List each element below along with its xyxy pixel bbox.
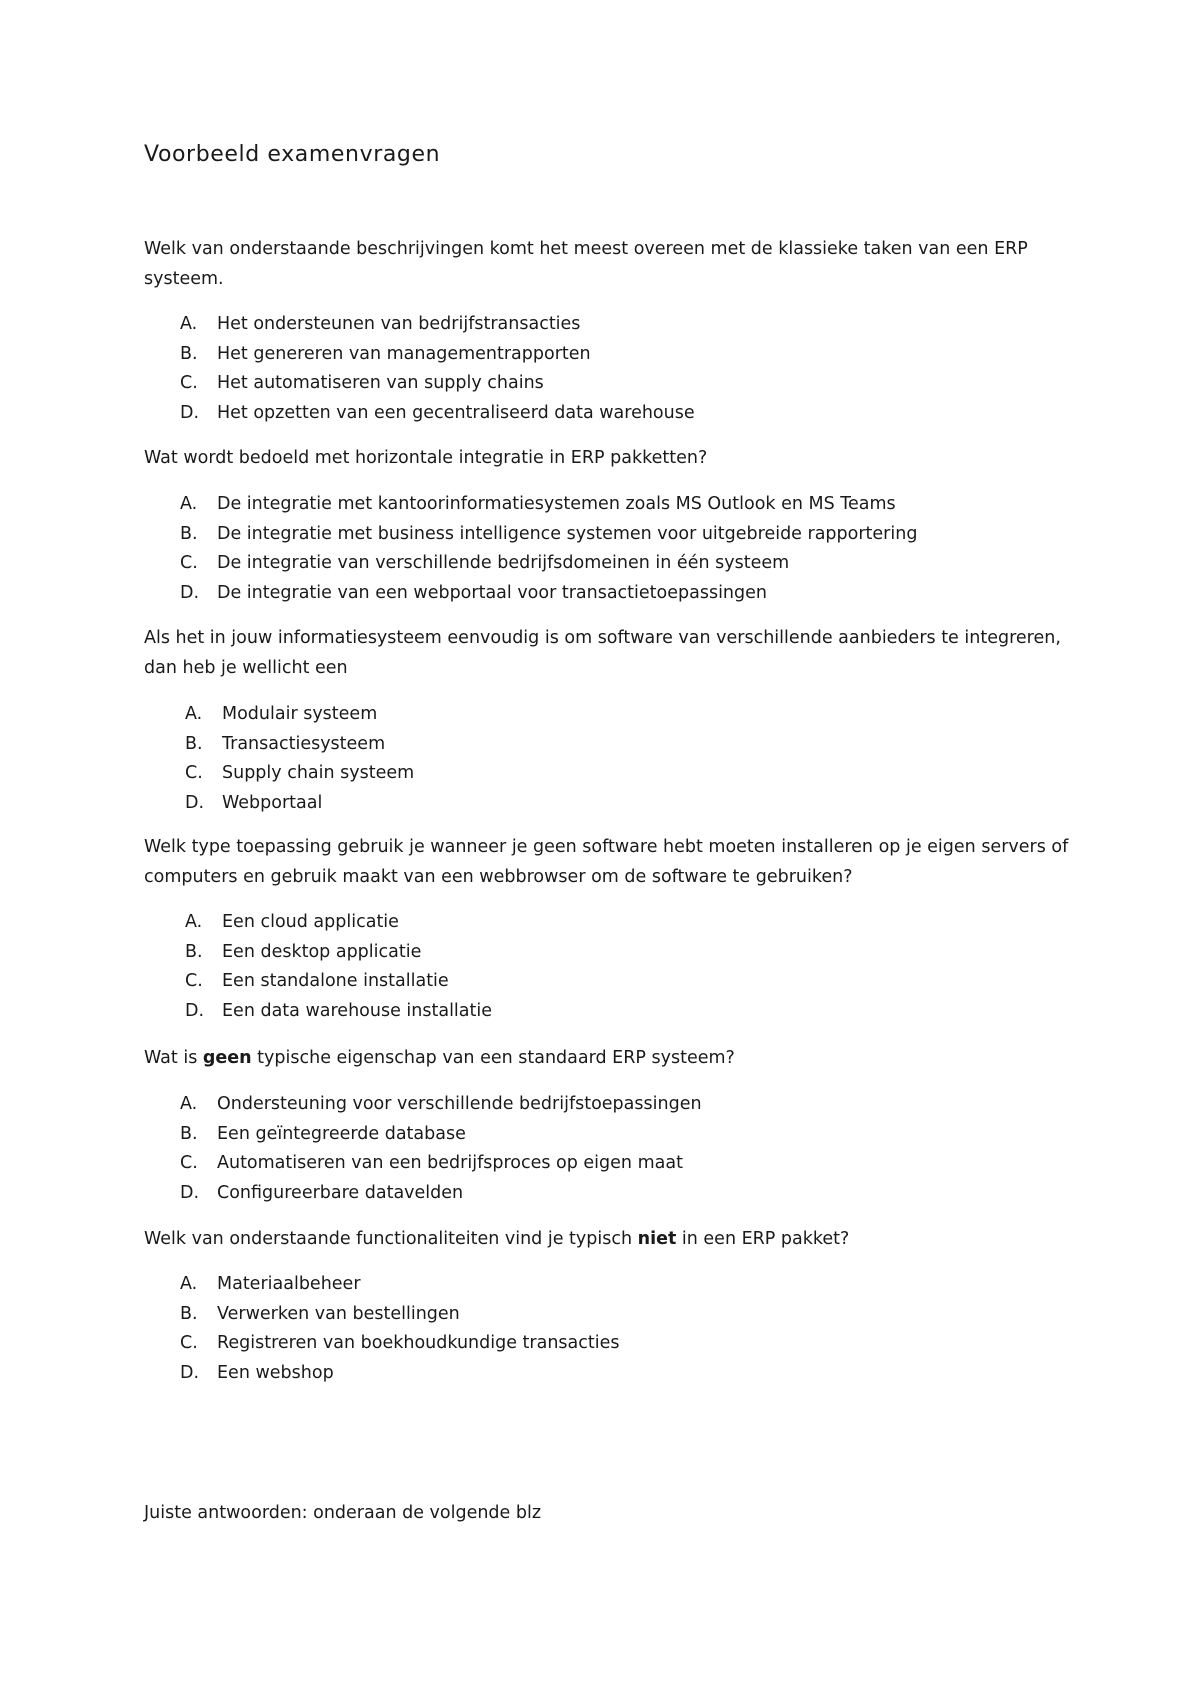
option-d bbox=[185, 789, 414, 819]
option-b bbox=[180, 340, 695, 370]
option-a bbox=[180, 1090, 702, 1120]
option-letter: A. bbox=[180, 1274, 198, 1294]
option-letter: A. bbox=[180, 314, 198, 334]
option-c bbox=[180, 369, 695, 399]
option-a bbox=[185, 700, 414, 730]
question-6-text bbox=[144, 1224, 1074, 1254]
option-letter: C. bbox=[180, 1333, 198, 1353]
question-5-emphasis: geen bbox=[202, 1048, 252, 1068]
option-b bbox=[180, 1120, 702, 1150]
question-1-options bbox=[180, 310, 695, 428]
option-text: Transactiesysteem bbox=[222, 733, 386, 754]
document-title: Voorbeeld examenvragen bbox=[144, 142, 441, 167]
option-text: Een geïntegreerde database bbox=[217, 1123, 466, 1144]
option-text: Verwerken van bestellingen bbox=[217, 1303, 460, 1324]
option-text: Een standalone installatie bbox=[222, 971, 449, 991]
option-text: Het ondersteunen van bedrijfstransacties bbox=[217, 314, 581, 334]
option-text: Supply chain systeem bbox=[222, 763, 415, 783]
option-d bbox=[180, 1359, 619, 1389]
option-letter: B. bbox=[185, 733, 203, 754]
question-6-text-before: Welk van onderstaande functionaliteiten vind je typisch bbox=[144, 1229, 638, 1249]
question-6-emphasis: niet bbox=[637, 1229, 677, 1249]
option-d bbox=[180, 579, 917, 609]
question-6-text-after: in een ERP pakket? bbox=[676, 1229, 850, 1249]
option-letter: C. bbox=[185, 971, 203, 991]
option-letter: B. bbox=[180, 1123, 198, 1144]
question-5-text-before: Wat is bbox=[144, 1048, 203, 1068]
option-text: De integratie met kantoorinformatiesystemen zoals MS Outlook en MS Teams bbox=[217, 494, 896, 514]
question-5-options bbox=[180, 1090, 702, 1208]
option-letter: C. bbox=[180, 553, 198, 573]
option-text: Materiaalbeheer bbox=[217, 1274, 361, 1294]
option-letter: D. bbox=[185, 792, 205, 813]
option-a bbox=[180, 490, 917, 520]
option-text: Ondersteuning voor verschillende bedrijfstoepassingen bbox=[217, 1094, 702, 1114]
option-b bbox=[185, 938, 492, 968]
option-d bbox=[180, 1179, 702, 1209]
question-5-text-after: typische eigenschap van een standaard ERP systeem? bbox=[251, 1048, 735, 1068]
option-text: De integratie van een webportaal voor transactietoepassingen bbox=[217, 582, 767, 603]
option-text: Een data warehouse installatie bbox=[222, 1000, 493, 1021]
option-text: Het opzetten van een gecentraliseerd data warehouse bbox=[217, 402, 695, 423]
question-6-options bbox=[180, 1270, 619, 1388]
option-c bbox=[180, 1149, 702, 1179]
question-1-text: Welk van onderstaande beschrijvingen komt het meest overeen met de klassieke taken van een ERP systeem. bbox=[144, 239, 1028, 289]
option-b bbox=[180, 520, 917, 550]
option-text: De integratie van verschillende bedrijfsdomeinen in één systeem bbox=[217, 553, 790, 573]
question-2-options bbox=[180, 490, 917, 608]
option-letter: B. bbox=[180, 1303, 198, 1324]
option-text: Het automatiseren van supply chains bbox=[217, 373, 544, 393]
option-d bbox=[180, 399, 695, 429]
option-letter: B. bbox=[185, 941, 203, 962]
option-letter: D. bbox=[180, 1362, 200, 1383]
answers-note: Juiste antwoorden: onderaan de volgende blz bbox=[144, 1503, 542, 1523]
option-text: Webportaal bbox=[222, 792, 323, 813]
option-letter: A. bbox=[185, 704, 203, 724]
question-4-options bbox=[185, 908, 492, 1026]
option-text: Modulair systeem bbox=[222, 704, 378, 724]
option-letter: B. bbox=[180, 343, 198, 364]
option-letter: A. bbox=[180, 1094, 198, 1114]
option-letter: C. bbox=[180, 1153, 198, 1173]
option-text: Registreren van boekhoudkundige transacties bbox=[217, 1333, 620, 1353]
option-letter: D. bbox=[185, 1000, 205, 1021]
option-c bbox=[180, 1329, 619, 1359]
question-3-text: Als het in jouw informatiesysteem eenvoudig is om software van verschillende aanbieders te integreren, dan heb je wellicht een bbox=[144, 628, 1061, 678]
option-letter: C. bbox=[185, 763, 203, 783]
option-letter: A. bbox=[180, 494, 198, 514]
option-a bbox=[185, 908, 492, 938]
option-text: De integratie met business intelligence systemen voor uitgebreide rapportering bbox=[217, 523, 918, 544]
option-letter: B. bbox=[180, 523, 198, 544]
option-text: Configureerbare datavelden bbox=[217, 1182, 464, 1203]
option-letter: D. bbox=[180, 1182, 200, 1203]
option-a bbox=[180, 1270, 619, 1300]
option-c bbox=[185, 759, 414, 789]
option-text: Automatiseren van een bedrijfsproces op eigen maat bbox=[217, 1153, 683, 1173]
question-3-options bbox=[185, 700, 414, 818]
option-a bbox=[180, 310, 695, 340]
question-4-text: Welk type toepassing gebruik je wanneer je geen software hebt moeten installeren op je eigen servers of computers en gebruik maakt van een webbrowser om de software te gebruiken? bbox=[144, 837, 1069, 887]
option-letter: D. bbox=[180, 582, 200, 603]
question-5-text bbox=[144, 1043, 1074, 1073]
option-text: Een desktop applicatie bbox=[222, 941, 422, 962]
option-text: Een cloud applicatie bbox=[222, 912, 399, 932]
option-c bbox=[180, 549, 917, 579]
option-b bbox=[180, 1300, 619, 1330]
question-2-text: Wat wordt bedoeld met horizontale integratie in ERP pakketten? bbox=[144, 448, 708, 468]
option-letter: A. bbox=[185, 912, 203, 932]
option-d bbox=[185, 997, 492, 1027]
option-c bbox=[185, 967, 492, 997]
option-text: Een webshop bbox=[217, 1362, 334, 1383]
option-text: Het genereren van managementrapporten bbox=[217, 343, 591, 364]
option-letter: C. bbox=[180, 373, 198, 393]
option-b bbox=[185, 730, 414, 760]
option-letter: D. bbox=[180, 402, 200, 423]
